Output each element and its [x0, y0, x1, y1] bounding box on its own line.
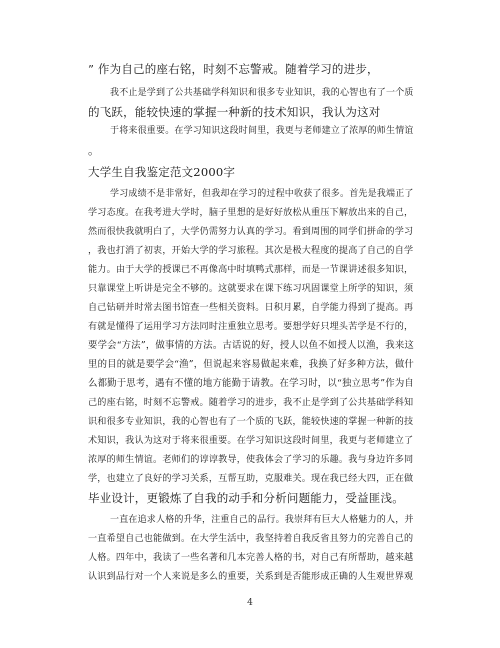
text-line: 学，也建立了良好的学习关系，互帮互助，克服难关。现在我已经大四，正在做	[88, 474, 414, 484]
text-line: 的飞跃，能较快速的掌握一种新的技术知识，我认为这对	[88, 105, 381, 119]
text-line: 自己钻研并时常去图书馆查一些相关资料。日积月累，自学能力得到了提高。再	[88, 303, 414, 313]
text-line: 。	[88, 143, 100, 157]
text-line: 然而很快我就明白了，大学仍需努力认真的学习。看到周围的同学们拼命的学习	[88, 227, 414, 237]
text-line: 毕业设计，更锻炼了自我的动手和分析问题能力，受益匪浅。	[88, 491, 404, 505]
text-line: 学习态度。在我考进大学时，脑子里想的是好好放松从重压下解放出来的自己，	[88, 208, 414, 218]
text-line: 学习成绩不是非常好，但我却在学习的过程中收获了很多。首先是我端正了	[110, 189, 414, 199]
text-line: 术知识，我认为这对于将来很重要。在学习知识这段时间里，我更与老师建立了	[88, 436, 414, 446]
text-line: 有就是懂得了运用学习方法同时注重独立思考。要想学好只埋头苦学是不行的，	[88, 322, 414, 332]
text-line: 认识到品行对一个人来说是多么的重要，关系到是否能形成正确的人生观世界观	[88, 572, 414, 582]
text-line: 己的座右铭，时刻不忘警戒。随着学习的进步，我不止是学到了公共基础学科知	[88, 398, 414, 408]
text-line: 一直在追求人格的升华，注重自己的品行。我崇拜有巨大人格魅力的人，并	[110, 515, 414, 525]
text-line: 浓厚的师生情谊。老师们的谆谆教导，使我体会了学习的乐趣。我与身边许多同	[88, 455, 414, 465]
section-heading: 大学生自我鉴定范文2000字	[88, 165, 236, 179]
text-line: ” 作为自己的座右铭，时刻不忘警戒。随着学习的进步，	[88, 62, 379, 76]
text-line: 么都勤于思考，遇有不懂的地方能勤于请教。在学习时，以“独立思考”作为自	[88, 378, 414, 389]
text-line: 我不止是学到了公共基础学科知识和很多专业知识，我的心智也有了一个质	[110, 88, 414, 98]
text-line: 里的目的就是要学会“渔”，但说起来容易做起来难，我换了好多种方法，做什	[88, 359, 414, 370]
text-line: 只靠课堂上听讲是完全不够的。这就要求在课下练习巩固课堂上所学的知识，须	[88, 284, 414, 294]
text-line: 人格。四年中，我读了一些名著和几本完善人格的书，对自己有所帮助，越来越	[88, 553, 414, 563]
text-line: 识和很多专业知识，我的心智也有了一个质的飞跃，能较快速的掌握一种新的技	[88, 417, 414, 427]
page-number: 4	[247, 598, 253, 608]
text-line: 能力。由于大学的授课已不再像高中时填鸭式那样，而是一节课讲述很多知识，	[88, 265, 414, 275]
text-line: 一直希望自己也能做到。在大学生活中，我坚持着自我反省且努力的完善自己的	[88, 534, 414, 544]
text-line: ，我也打消了初衷，开始大学的学习旅程。其次是极大程度的提高了自己的自学	[88, 246, 414, 256]
text-line: 要学会“方法”，做事情的方法。古话说的好，授人以鱼不如授人以渔，我来这	[88, 340, 414, 351]
text-line: 于将来很重要。在学习知识这段时间里，我更与老师建立了浓厚的师生情谊	[110, 126, 414, 136]
